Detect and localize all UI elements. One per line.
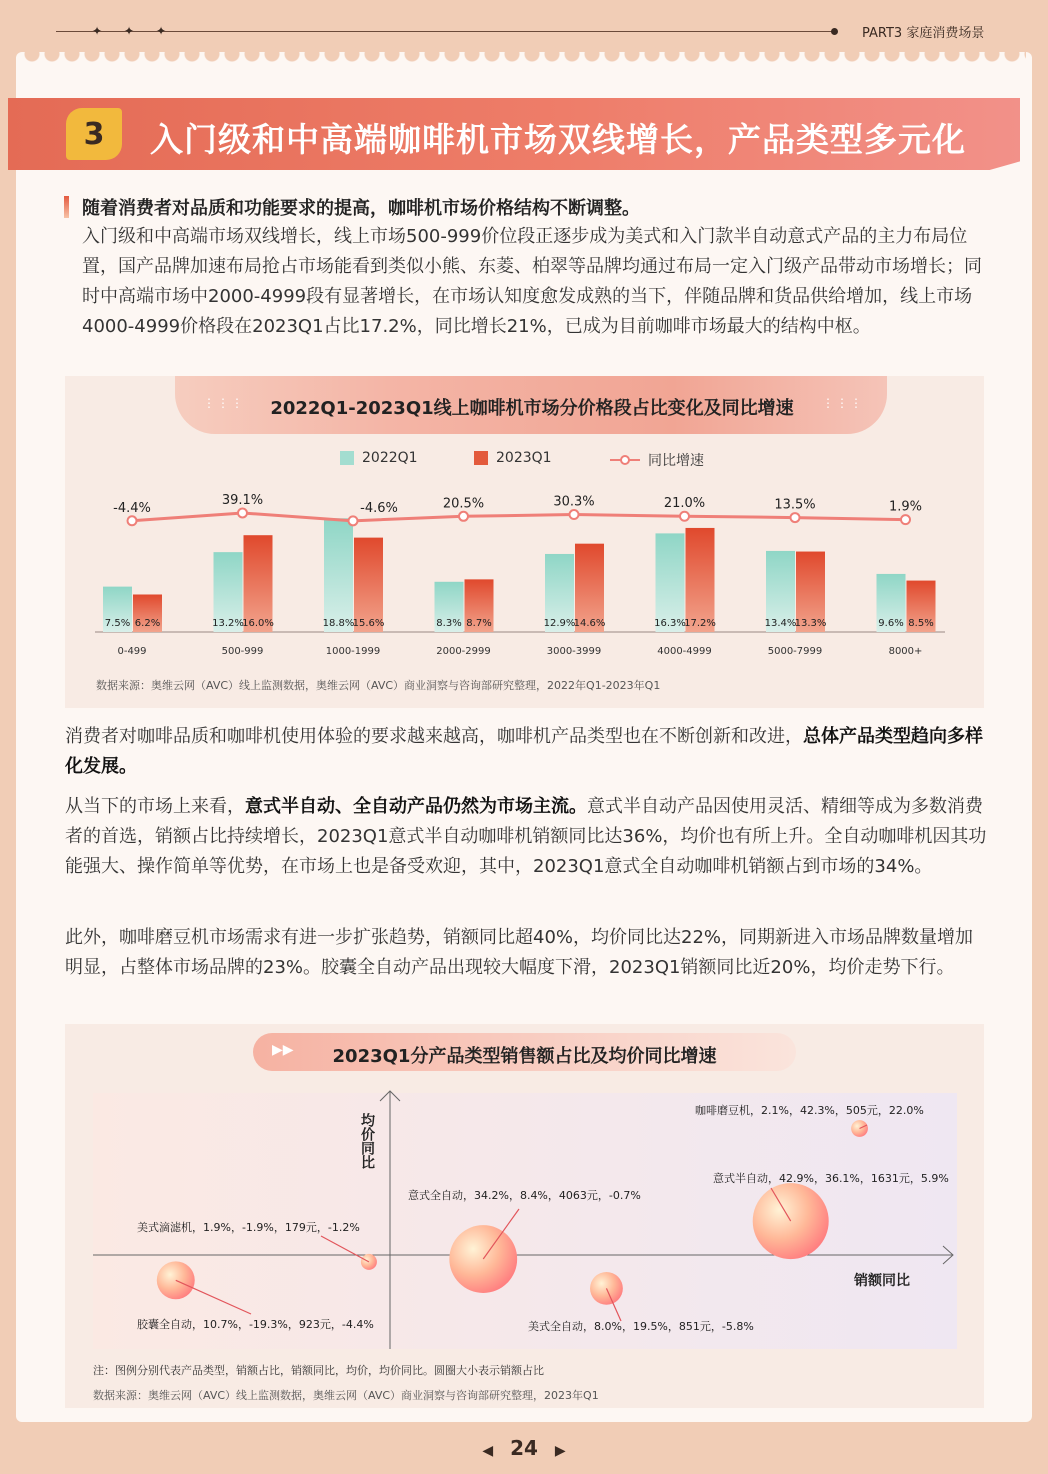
chart1-legend-growth	[610, 450, 704, 470]
growth-point	[791, 513, 800, 522]
paragraph-3-emphasis: 意式半自动、全自动产品仍然为市场主流。	[245, 796, 587, 817]
legend-swatch-2022	[340, 451, 354, 465]
paragraph-2	[65, 722, 988, 782]
header-rule	[56, 31, 836, 32]
section-number: 3	[66, 108, 122, 160]
bar-value-label: 18.8%	[322, 618, 355, 629]
growth-label: 39.1%	[221, 492, 264, 508]
growth-label: 21.0%	[663, 496, 706, 512]
bar-value-label: 6.2%	[134, 618, 161, 629]
bar-value-label: 16.3%	[654, 618, 686, 629]
growth-point	[570, 510, 579, 519]
next-page-icon[interactable]: ▶	[554, 1443, 566, 1459]
bubble	[449, 1225, 517, 1293]
bar-value-label: 8.5%	[908, 618, 934, 629]
bar-value-label: 16.0%	[242, 618, 274, 629]
prev-page-icon[interactable]: ◀	[482, 1443, 494, 1459]
growth-point	[901, 515, 910, 524]
chart2-title: 2023Q1分产品类型销售额占比及均价同比增速	[332, 1046, 717, 1067]
bubble-label: 意式半自动，42.9%，36.1%，1631元，5.9%	[713, 1172, 949, 1185]
growth-label: -4.6%	[360, 500, 398, 516]
dots-icon: ⋮⋮⋮	[203, 396, 245, 410]
bar-value-label: 14.6%	[573, 618, 606, 629]
x-tick-label: 8000+	[888, 646, 923, 657]
star-icon: ✦	[156, 24, 167, 38]
legend-label-2023: 2023Q1	[496, 450, 552, 466]
bar-value-label: 7.5%	[104, 618, 131, 629]
legend-label-growth: 同比增速	[648, 453, 704, 469]
bubble	[361, 1254, 377, 1270]
growth-point	[349, 516, 358, 525]
bar-value-label: 8.3%	[436, 618, 462, 629]
growth-label: 13.5%	[774, 497, 816, 513]
chart2-note: 注：图例分别代表产品类型，销额占比，销额同比，均价，均价同比。圆圈大小表示销额占比	[93, 1364, 544, 1377]
bar-2022q1	[324, 518, 353, 632]
x-tick-label: 5000-7999	[767, 646, 823, 657]
chart1-source: 数据来源：奥维云网（AVC）线上监测数据，奥维云网（AVC）商业洞察与咨询部研究整理，2022年Q1-2023年Q1	[96, 679, 661, 692]
bar-value-label: 9.6%	[878, 618, 904, 629]
star-icon: ✦	[124, 24, 135, 38]
legend-label-2022: 2022Q1	[362, 450, 418, 466]
bar-value-label: 13.4%	[764, 618, 797, 629]
bar-value-label: 17.2%	[684, 618, 716, 629]
paragraph-3-text: 意式半自动产品因使用灵活、精细等成为多数消费者的首选，销额占比持续增长，2023Q1意式半自动咖啡机销额同比达36%，均价也有所上升。全自动咖啡机因其功能强大、操作简单等优势，在市场上也是备受欢迎，其中，2023Q1意式全自动咖啡机销额占到市场的34%。	[65, 796, 987, 877]
bar-value-label: 13.2%	[212, 618, 244, 629]
y-axis-label: 均价同比	[359, 1113, 375, 1169]
bar-value-label: 15.6%	[352, 618, 385, 629]
bubble	[590, 1272, 623, 1305]
growth-label: 20.5%	[442, 496, 485, 512]
lead-sentence: 随着消费者对品质和功能要求的提高，咖啡机市场价格结构不断调整。	[82, 198, 640, 219]
bar-value-label: 8.7%	[466, 618, 492, 629]
page-number-value: 24	[510, 1436, 538, 1460]
chart1-plot	[65, 470, 984, 670]
paragraph-3-intro: 从当下的市场上来看，	[65, 796, 245, 817]
chart1-legend-2023	[474, 450, 552, 466]
bubble-label: 咖啡磨豆机，2.1%，42.3%，505元，22.0%	[695, 1104, 924, 1117]
bubble-label: 美式滴滤机，1.9%，-1.9%，179元，-1.2%	[137, 1221, 360, 1234]
star-icon: ✦	[92, 24, 103, 38]
chart1-legend-2022	[340, 450, 418, 466]
chart1-title: 2022Q1-2023Q1线上咖啡机市场分价格段占比变化及同比增速	[270, 398, 794, 419]
bar-2023q1	[686, 528, 715, 632]
paper-scallop-edge	[22, 44, 1026, 64]
section-title: 入门级和中高端咖啡机市场双线增长，产品类型多元化	[150, 120, 966, 159]
bubble-label: 胶囊全自动，10.7%，-19.3%，923元，-4.4%	[137, 1318, 374, 1331]
growth-point	[680, 512, 689, 521]
chart2-source: 数据来源：奥维云网（AVC）线上监测数据，奥维云网（AVC）商业洞察与咨询部研究整理，2023年Q1	[93, 1389, 599, 1402]
dots-icon: ⋮⋮⋮	[822, 396, 864, 410]
growth-point	[128, 516, 137, 525]
chart2-plot	[65, 1085, 984, 1355]
x-tick-label: 3000-3999	[546, 646, 602, 657]
lead-accent-bar	[64, 196, 69, 218]
bar-value-label: 12.9%	[543, 618, 576, 629]
growth-point	[238, 508, 247, 517]
double-arrow-icon: ▶▶	[272, 1042, 294, 1058]
x-axis-label: 销额同比	[854, 1273, 910, 1289]
x-tick-label: 1000-1999	[325, 646, 381, 657]
x-tick-label: 4000-4999	[657, 646, 712, 657]
legend-line-icon	[610, 453, 640, 467]
paragraph-4: 此外，咖啡磨豆机市场需求有进一步扩张趋势，销额同比超40%，均价同比达22%，同期新进入市场品牌数量增加明显，占整体市场品牌的23%。胶囊全自动产品出现较大幅度下滑，2023Q1销额同比近20%，均价走势下行。	[65, 927, 974, 978]
bar-value-label: 13.3%	[794, 618, 827, 629]
paragraph-1: 入门级和中高端市场双线增长，线上市场500-999价位段正逐步成为美式和入门款半自动意式产品的主力布局位置，国产品牌加速布局抢占市场能看到类似小熊、东菱、柏翠等品牌均通过布局一定入门级产品带动市场增长；同时中高端市场中2000-4999段有显著增长，在市场认知度愈发成熟的当下，伴随品牌和货品供给增加，线上市场4000-4999价格段在2023Q1占比17.2%，同比增长21%，已成为目前咖啡市场最大的结构中枢。	[82, 226, 982, 337]
paragraph-3	[65, 792, 988, 882]
growth-label: -4.4%	[113, 500, 151, 516]
x-tick-label: 2000-2999	[436, 646, 491, 657]
part-label: PART3 家庭消费场景	[862, 26, 985, 41]
x-tick-label: 500-999	[221, 646, 264, 657]
growth-line	[132, 513, 906, 521]
x-tick-label: 0-499	[117, 646, 147, 657]
paragraph-2-text: 消费者对咖啡品质和咖啡机使用体验的要求越来越高，咖啡机产品类型也在不断创新和改进，	[65, 726, 803, 747]
bubble-label: 意式全自动，34.2%，8.4%，4063元，-0.7%	[408, 1189, 641, 1202]
growth-point	[459, 512, 468, 521]
paragraph-2-emphasis: 总体产品类型趋向多样化发展。	[65, 726, 983, 777]
bubble-label: 美式全自动，8.0%，19.5%，851元，-5.8%	[528, 1320, 754, 1333]
dot-icon	[831, 28, 838, 35]
page-number	[0, 1436, 1048, 1460]
growth-label: 1.9%	[888, 499, 923, 515]
legend-swatch-2023	[474, 451, 488, 465]
growth-label: 30.3%	[553, 494, 595, 510]
